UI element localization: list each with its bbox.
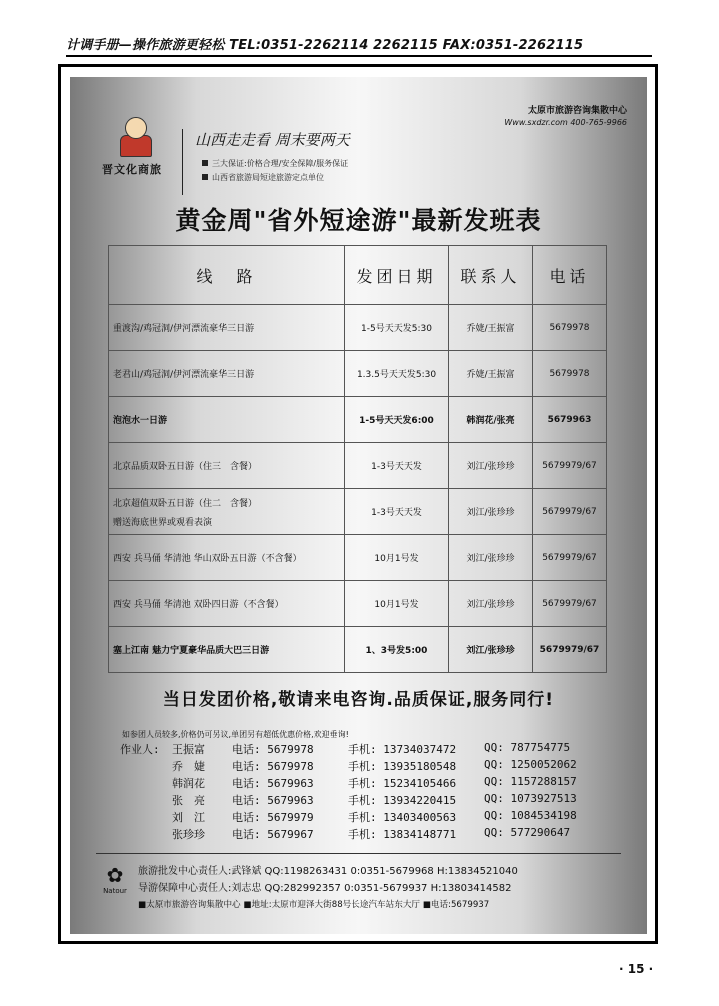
flyer-panel [70, 77, 647, 934]
staff-tel: 电话: 5679963 [232, 794, 314, 807]
schedule-table [108, 245, 607, 673]
table-row [109, 581, 607, 627]
brand-bullet: 山西省旅游局短途旅游定点单位 [202, 171, 348, 185]
date-cell: 1-5号天天发5:30 [345, 305, 449, 351]
phone-cell: 5679979/67 [533, 489, 607, 535]
route-cell: 泡泡水一日游 [109, 397, 345, 443]
phone-cell: 5679978 [533, 305, 607, 351]
staff-qq: QQ: 1157288157 [484, 775, 577, 788]
col-header-date: 发团日期 [345, 246, 449, 305]
phone-cell: 5679978 [533, 351, 607, 397]
footer-contacts [138, 863, 518, 914]
route-cell: 北京品质双卧五日游（住三 含餐） [109, 443, 345, 489]
staff-name: 乔 婕 [172, 760, 205, 773]
staff-mobile: 手机: 13734037472 [348, 743, 457, 756]
staff-list [120, 741, 640, 843]
route-cell: 重渡沟/鸡冠洞/伊河漂流豪华三日游 [109, 305, 345, 351]
contact-cell: 乔婕/王振富 [449, 305, 533, 351]
staff-row [120, 809, 640, 826]
table-row [109, 351, 607, 397]
phone-cell: 5679979/67 [533, 535, 607, 581]
date-cell: 1.3.5号天天发5:30 [345, 351, 449, 397]
org-site: Www.sxdzr.com 400-765-9966 [504, 118, 627, 127]
contact-cell: 刘江/张珍珍 [449, 581, 533, 627]
date-cell: 1-5号天天发6:00 [345, 397, 449, 443]
brand-bullet: 三大保证:价格合理/安全保障/服务保证 [202, 157, 348, 171]
staff-row [120, 741, 640, 758]
page-number: · 15 · [619, 962, 654, 976]
contact-cell: 刘江/张珍珍 [449, 489, 533, 535]
route-cell: 西安 兵马俑 华清池 华山双卧五日游（不含餐） [109, 535, 345, 581]
footer-line: 导游保障中心责任人:刘志忠 QQ:282992357 0:0351-5679937 H:13803414582 [138, 883, 512, 894]
table-row [109, 489, 607, 535]
staff-name: 张 亮 [172, 794, 205, 807]
staff-row [120, 775, 640, 792]
contact-cell: 刘江/张珍珍 [449, 627, 533, 673]
org-name: 太原市旅游咨询集散中心 [527, 106, 627, 116]
logo-divider [182, 129, 183, 195]
logo-text: 晋文化商旅 [102, 163, 162, 176]
brand-logo [102, 115, 172, 177]
brand-bullets [202, 157, 348, 185]
col-header-route: 线 路 [109, 246, 345, 305]
notice-banner: 当日发团价格,敬请来电咨询.品质保证,服务同行! [162, 690, 555, 710]
table-row [109, 443, 607, 489]
footer-divider [96, 853, 621, 854]
contact-cell: 韩润花/张亮 [449, 397, 533, 443]
footer-logo [98, 863, 132, 895]
staff-tel: 电话: 5679963 [232, 777, 314, 790]
table-row [109, 305, 607, 351]
footer-line: ■太原市旅游咨询集散中心 ■地址:太原市迎泽大街88号长途汽车站东大厅 ■电话:5679937 [138, 900, 490, 910]
date-cell: 1-3号天天发 [345, 489, 449, 535]
staff-name: 韩润花 [172, 777, 205, 790]
staff-name: 张珍珍 [172, 828, 205, 841]
staff-name: 王振富 [172, 743, 205, 756]
org-block [504, 103, 627, 127]
staff-qq: QQ: 577290647 [484, 826, 571, 839]
staff-mobile: 手机: 15234105466 [348, 777, 457, 790]
mascot-icon [116, 115, 154, 155]
staff-row [120, 792, 640, 809]
bullet-icon [202, 174, 208, 180]
footer-line: 旅游批发中心责任人:武锋斌 QQ:1198263431 0:0351-5679968 H:13834521040 [138, 866, 518, 877]
route-cell: 北京超值双卧五日游（住二 含餐） 赠送海底世界或观看表演 [109, 489, 345, 535]
route-cell: 西安 兵马俑 华清池 双卧四日游（不含餐） [109, 581, 345, 627]
bullet-icon [202, 160, 208, 166]
table-header-row [109, 246, 607, 305]
contact-cell: 乔婕/王振富 [449, 351, 533, 397]
phone-cell: 5679979/67 [533, 627, 607, 673]
staff-row [120, 758, 640, 775]
table-row [109, 397, 607, 443]
phone-cell: 5679963 [533, 397, 607, 443]
staff-tel: 电话: 5679979 [232, 811, 314, 824]
staff-row [120, 826, 640, 843]
phone-cell: 5679979/67 [533, 443, 607, 489]
staff-qq: QQ: 1073927513 [484, 792, 577, 805]
staff-mobile: 手机: 13934220415 [348, 794, 457, 807]
staff-qq: QQ: 787754775 [484, 741, 571, 754]
staff-tel: 电话: 5679978 [232, 760, 314, 773]
staff-mobile: 手机: 13935180548 [348, 760, 457, 773]
contact-cell: 刘江/张珍珍 [449, 535, 533, 581]
route-cell: 老君山/鸡冠洞/伊河漂流豪华三日游 [109, 351, 345, 397]
discount-note: 如参团人员较多,价格仍可另议,单团另有超低优惠价格,欢迎垂询! [122, 730, 349, 739]
staff-qq: QQ: 1250052062 [484, 758, 577, 771]
staff-mobile: 手机: 13403400563 [348, 811, 457, 824]
staff-mobile: 手机: 13834148771 [348, 828, 457, 841]
staff-name: 刘 江 [172, 811, 205, 824]
table-row [109, 535, 607, 581]
staff-role: 作业人: [120, 743, 160, 756]
staff-tel: 电话: 5679978 [232, 743, 314, 756]
col-header-contact: 联系人 [449, 246, 533, 305]
date-cell: 10月1号发 [345, 581, 449, 627]
page-header: 计调手册—操作旅游更轻松 TEL:0351-2262114 2262115 FAX:0351-2262115 [66, 38, 584, 53]
table-row [109, 627, 607, 673]
page-title: 黄金周"省外短途游"最新发班表 [175, 206, 542, 235]
footer-logo-caption: Natour [103, 887, 127, 895]
contact-cell: 刘江/张珍珍 [449, 443, 533, 489]
date-cell: 10月1号发 [345, 535, 449, 581]
staff-tel: 电话: 5679967 [232, 828, 314, 841]
natour-flower-icon: ✿ [106, 863, 124, 887]
date-cell: 1、3号发5:00 [345, 627, 449, 673]
header-divider [66, 55, 652, 57]
date-cell: 1-3号天天发 [345, 443, 449, 489]
staff-qq: QQ: 1084534198 [484, 809, 577, 822]
col-header-phone: 电话 [533, 246, 607, 305]
phone-cell: 5679979/67 [533, 581, 607, 627]
route-cell: 塞上江南 魅力宁夏豪华品质大巴三日游 [109, 627, 345, 673]
slogan: 山西走走看 周末要两天 [195, 131, 350, 149]
